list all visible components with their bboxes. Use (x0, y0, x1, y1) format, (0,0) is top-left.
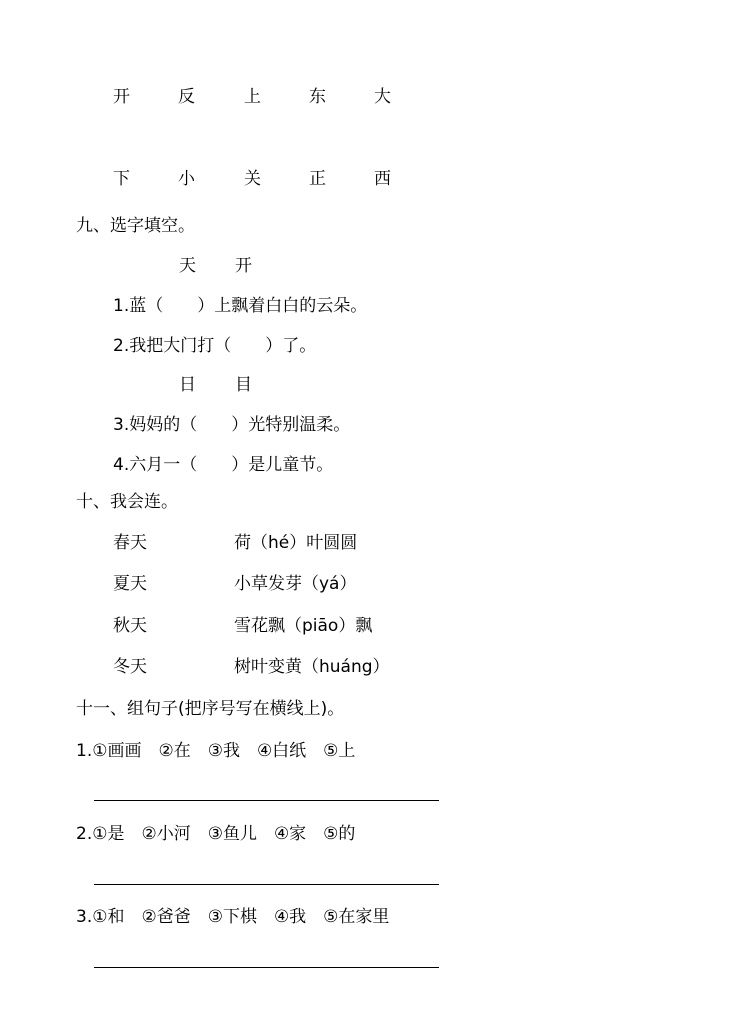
choice-char: 开 (235, 256, 252, 276)
sentence-item: 1.①画画 ②在 ③我 ④白纸 ⑤上 (76, 741, 356, 761)
fill-blank-item: 3.妈妈的（ ）光特别温柔。 (113, 415, 351, 435)
antonym-char: 小 (178, 169, 195, 189)
section-11-title: 十一、组句子(把序号写在横线上)。 (76, 699, 345, 719)
season-label: 夏天 (113, 574, 147, 594)
fill-blank-item: 1.蓝（ ）上飘着白白的云朵。 (113, 296, 368, 316)
answer-line (94, 967, 439, 968)
antonym-char: 东 (309, 87, 326, 107)
sentence-item: 2.①是 ②小河 ③鱼儿 ④家 ⑤的 (76, 824, 356, 844)
choice-char: 目 (235, 375, 252, 395)
antonym-char: 西 (374, 169, 391, 189)
fill-blank-item: 4.六月一（ ）是儿童节。 (113, 455, 334, 475)
antonym-char: 上 (244, 87, 261, 107)
phrase-label: 雪花飘（piāo）飘 (234, 616, 373, 636)
season-label: 春天 (113, 533, 147, 553)
phrase-label: 荷（hé）叶圆圆 (234, 533, 358, 553)
season-label: 冬天 (113, 657, 147, 677)
answer-line (94, 800, 439, 801)
section-9-title: 九、选字填空。 (76, 216, 195, 236)
phrase-label: 树叶变黄（huáng） (234, 657, 390, 677)
phrase-label: 小草发芽（yá） (234, 574, 357, 594)
antonym-char: 关 (244, 169, 261, 189)
antonym-char: 反 (178, 87, 195, 107)
choice-char: 天 (179, 256, 196, 276)
choice-char: 日 (179, 375, 196, 395)
antonym-char: 下 (113, 169, 130, 189)
antonym-char: 正 (309, 169, 326, 189)
antonym-char: 大 (374, 87, 391, 107)
section-10-title: 十、我会连。 (76, 492, 178, 512)
season-label: 秋天 (113, 616, 147, 636)
answer-line (94, 884, 439, 885)
antonym-char: 开 (113, 87, 130, 107)
sentence-item: 3.①和 ②爸爸 ③下棋 ④我 ⑤在家里 (76, 907, 390, 927)
fill-blank-item: 2.我把大门打（ ）了。 (113, 336, 317, 356)
